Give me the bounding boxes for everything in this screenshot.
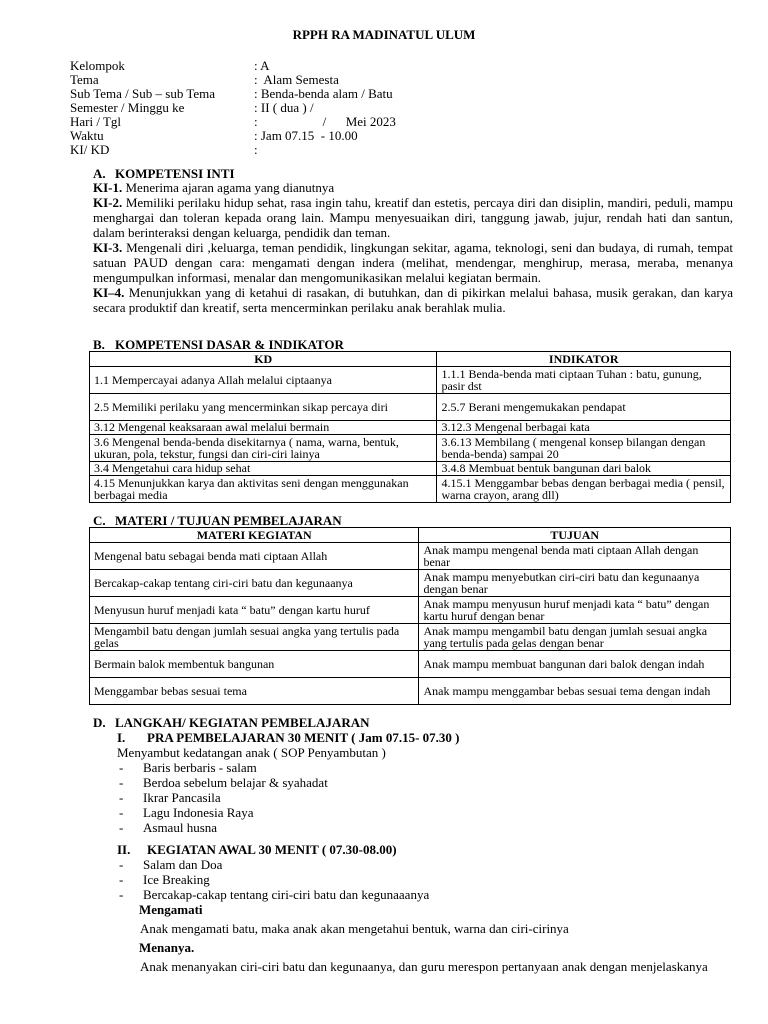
ki-text: Memiliki perilaku hidup sehat, rasa ingin tahu, kreatif dan estetis, percaya diri dan disiplin, mandiri, peduli, mampu menghargai dan toleran kepada orang lain. Mampu menyesuaikan diri, tanggung jawab, jujur, rendah hati dan santun, dalam berinteraksi dengan keluarga, pendidik dan teman.: [93, 195, 733, 240]
info-row: [70, 115, 730, 129]
info-label: KI/ KD: [70, 142, 110, 157]
part-title: KEGIATAN AWAL 30 MENIT ( 07.30-08.00): [147, 842, 397, 857]
list-item: [93, 857, 733, 872]
info-label: Hari / Tgl: [70, 114, 122, 129]
info-label: Sub Tema / Sub – sub Tema: [70, 86, 216, 101]
table-row: [90, 394, 731, 421]
info-label: Kelompok: [70, 58, 125, 73]
document-title: RPPH RA MADINATUL ULUM: [292, 27, 476, 42]
section-title: KOMPETENSI DASAR & INDIKATOR: [115, 337, 344, 352]
ki-key: KI-3.: [93, 240, 123, 255]
dash-bullet: -: [119, 820, 124, 835]
table-row: [90, 421, 731, 435]
table-cell: 1.1.1 Benda-benda mati ciptaan Tuhan : batu, gunung, pasir dst: [437, 367, 731, 394]
info-block: [70, 59, 730, 157]
mengamati-label: Mengamati: [139, 902, 203, 917]
list-item-text: Ice Breaking: [143, 872, 210, 887]
table-cell: 3.12.3 Mengenal berbagai kata: [437, 421, 731, 435]
dash-bullet: -: [119, 760, 124, 775]
column-header: KD: [90, 352, 437, 367]
table-cell: 3.12 Mengenal keaksaraan awal melalui bermain: [90, 421, 437, 435]
part-2: [93, 842, 733, 974]
column-header: MATERI KEGIATAN: [90, 528, 419, 543]
dash-bullet: -: [119, 857, 124, 872]
part-title: PRA PEMBELAJARAN 30 MENIT ( Jam 07.15- 07.30 ): [147, 730, 460, 745]
list-item: [93, 790, 733, 805]
ki-key: KI-2.: [93, 195, 123, 210]
info-row: [70, 101, 730, 115]
ki-text: Menerima ajaran agama yang dianutnya: [122, 180, 335, 195]
mengamati-text: Anak mengamati batu, maka anak akan mengetahui bentuk, warna dan ciri-cirinya: [140, 921, 569, 936]
materi-tujuan-table: [89, 527, 731, 705]
dash-bullet: -: [119, 775, 124, 790]
list-item: [93, 760, 733, 775]
ki-text: Mengenali diri ,keluarga, teman pendidik, lingkungan sekitar, agama, teknologi, seni dan budaya, di rumah, tempat satuan PAUD dengan cara: mengamati dengan indera (melihat, mendengar, menghirup, merasa, meraba, menanya mengumpulkan informasi, menalar dan mengomunikasikan melalui kegiatan bermain.: [93, 240, 733, 285]
table-cell: 1.1 Mempercayai adanya Allah melalui ciptaanya: [90, 367, 437, 394]
table-cell: 3.4 Mengetahui cara hidup sehat: [90, 462, 437, 476]
table-row: [90, 435, 731, 462]
roman-numeral: II.: [117, 842, 131, 857]
table-cell: Anak mampu menyebutkan ciri-ciri batu dan kegunaanya dengan benar: [419, 570, 731, 597]
info-row: [70, 129, 730, 143]
ki-item: [93, 240, 733, 285]
table-header-row: [90, 352, 731, 367]
ki-paragraphs: [93, 180, 733, 315]
part-heading: [93, 730, 733, 745]
list-item-text: Ikrar Pancasila: [143, 790, 221, 805]
table-header-row: [90, 528, 731, 543]
table-row: [90, 476, 731, 503]
list-item-text: Asmaul husna: [143, 820, 218, 835]
table-cell: 2.5 Memiliki perilaku yang mencerminkan sikap percaya diri: [90, 394, 437, 421]
list-item-text: Berdoa sebelum belajar & syahadat: [143, 775, 328, 790]
info-label: Semester / Minggu ke: [70, 100, 185, 115]
section-d-heading: [93, 715, 369, 731]
list-item-text: Salam dan Doa: [143, 857, 223, 872]
column-header: INDIKATOR: [437, 352, 731, 367]
list-item: [93, 775, 733, 790]
kd-indikator-table: [89, 351, 731, 503]
section-title: MATERI / TUJUAN PEMBELAJARAN: [115, 513, 342, 528]
table-row: [90, 678, 731, 705]
table-cell: Bercakap-cakap tentang ciri-ciri batu dan kegunaanya: [90, 570, 419, 597]
ki-item: [93, 285, 733, 315]
info-row: [70, 59, 730, 73]
info-value: : Jam 07.15 - 10.00: [254, 128, 358, 143]
list-item-text: Lagu Indonesia Raya: [143, 805, 254, 820]
table-cell: Menggambar bebas sesuai tema: [90, 678, 419, 705]
section-letter: C.: [93, 513, 106, 528]
ki-item: [93, 195, 733, 240]
dash-bullet: -: [119, 805, 124, 820]
table-cell: Mengambil batu dengan jumlah sesuai angka yang tertulis pada gelas: [90, 624, 419, 651]
info-value: :: [254, 142, 258, 157]
info-value: : / Mei 2023: [254, 114, 396, 129]
menanya-label: Menanya.: [139, 940, 195, 955]
table-row: [90, 367, 731, 394]
info-value: : A: [254, 58, 270, 73]
menanya-text: Anak menanyakan ciri-ciri batu dan kegunaanya, dan guru merespon pertanyaan anak dengan menjelaskanya: [140, 959, 708, 974]
info-value: : Benda-benda alam / Batu: [254, 86, 393, 101]
info-value: : II ( dua ) /: [254, 100, 314, 115]
info-label: Tema: [70, 72, 99, 87]
dash-bullet: -: [119, 790, 124, 805]
table-cell: Anak mampu menggambar bebas sesuai tema dengan indah: [419, 678, 731, 705]
ki-key: KI–4.: [93, 285, 125, 300]
table-cell: 3.6 Mengenal benda-benda disekitarnya ( nama, warna, bentuk, ukuran, pola, tekstur, fungsi dan ciri-ciri lainya: [90, 435, 437, 462]
info-row: [70, 73, 730, 87]
section-title: KOMPETENSI INTI: [115, 166, 235, 181]
table-cell: Anak mampu menyusun huruf menjadi kata “ batu” dengan kartu huruf dengan benar: [419, 597, 731, 624]
section-letter: A.: [93, 166, 106, 181]
list-item-text: Bercakap-cakap tentang ciri-ciri batu dan kegunaaanya: [143, 887, 430, 902]
table-cell: Anak mampu membuat bangunan dari balok dengan indah: [419, 651, 731, 678]
dash-bullet: -: [119, 872, 124, 887]
part-1: [93, 730, 733, 835]
info-value: : Alam Semesta: [254, 72, 339, 87]
table-cell: Anak mampu mengambil batu dengan jumlah sesuai angka yang tertulis pada gelas dengan benar: [419, 624, 731, 651]
section-title: LANGKAH/ KEGIATAN PEMBELAJARAN: [115, 715, 370, 730]
info-label: Waktu: [70, 128, 104, 143]
section-letter: D.: [93, 715, 106, 730]
table-row: [90, 651, 731, 678]
list-item-text: Baris berbaris - salam: [143, 760, 257, 775]
list-item: [93, 872, 733, 887]
roman-numeral: I.: [117, 730, 126, 745]
part-intro: Menyambut kedatangan anak ( SOP Penyambutan ): [117, 745, 386, 760]
table-row: [90, 597, 731, 624]
table-row: [90, 624, 731, 651]
dash-bullet: -: [119, 887, 124, 902]
column-header: TUJUAN: [419, 528, 731, 543]
table-cell: Bermain balok membentuk bangunan: [90, 651, 419, 678]
table-cell: Menyusun huruf menjadi kata “ batu” dengan kartu huruf: [90, 597, 419, 624]
part-heading: [93, 842, 733, 857]
list-item: [93, 820, 733, 835]
table-row: [90, 543, 731, 570]
ki-key: KI-1.: [93, 180, 123, 195]
info-row: [70, 87, 730, 101]
info-row: [70, 143, 730, 157]
list-item: [93, 805, 733, 820]
table-cell: 4.15.1 Menggambar bebas dengan berbagai media ( pensil, warna crayon, arang dll): [437, 476, 731, 503]
table-cell: Mengenal batu sebagai benda mati ciptaan Allah: [90, 543, 419, 570]
table-cell: 4.15 Menunjukkan karya dan aktivitas seni dengan menggunakan berbagai media: [90, 476, 437, 503]
table-cell: 2.5.7 Berani mengemukakan pendapat: [437, 394, 731, 421]
table-row: [90, 570, 731, 597]
list-item: [93, 887, 733, 902]
ki-text: Menunjukkan yang di ketahui di rasakan, di butuhkan, dan di pikirkan melalui bahasa, musik gerakan, dan karya secara produktif dan kreatif, serta mencerminkan perilaku anak berahlak mulia.: [93, 285, 733, 315]
table-cell: 3.6.13 Membilang ( mengenal konsep bilangan dengan benda-benda) sampai 20: [437, 435, 731, 462]
table-cell: 3.4.8 Membuat bentuk bangunan dari balok: [437, 462, 731, 476]
ki-item: [93, 180, 733, 195]
section-letter: B.: [93, 337, 105, 352]
table-cell: Anak mampu mengenal benda mati ciptaan Allah dengan benar: [419, 543, 731, 570]
table-row: [90, 462, 731, 476]
